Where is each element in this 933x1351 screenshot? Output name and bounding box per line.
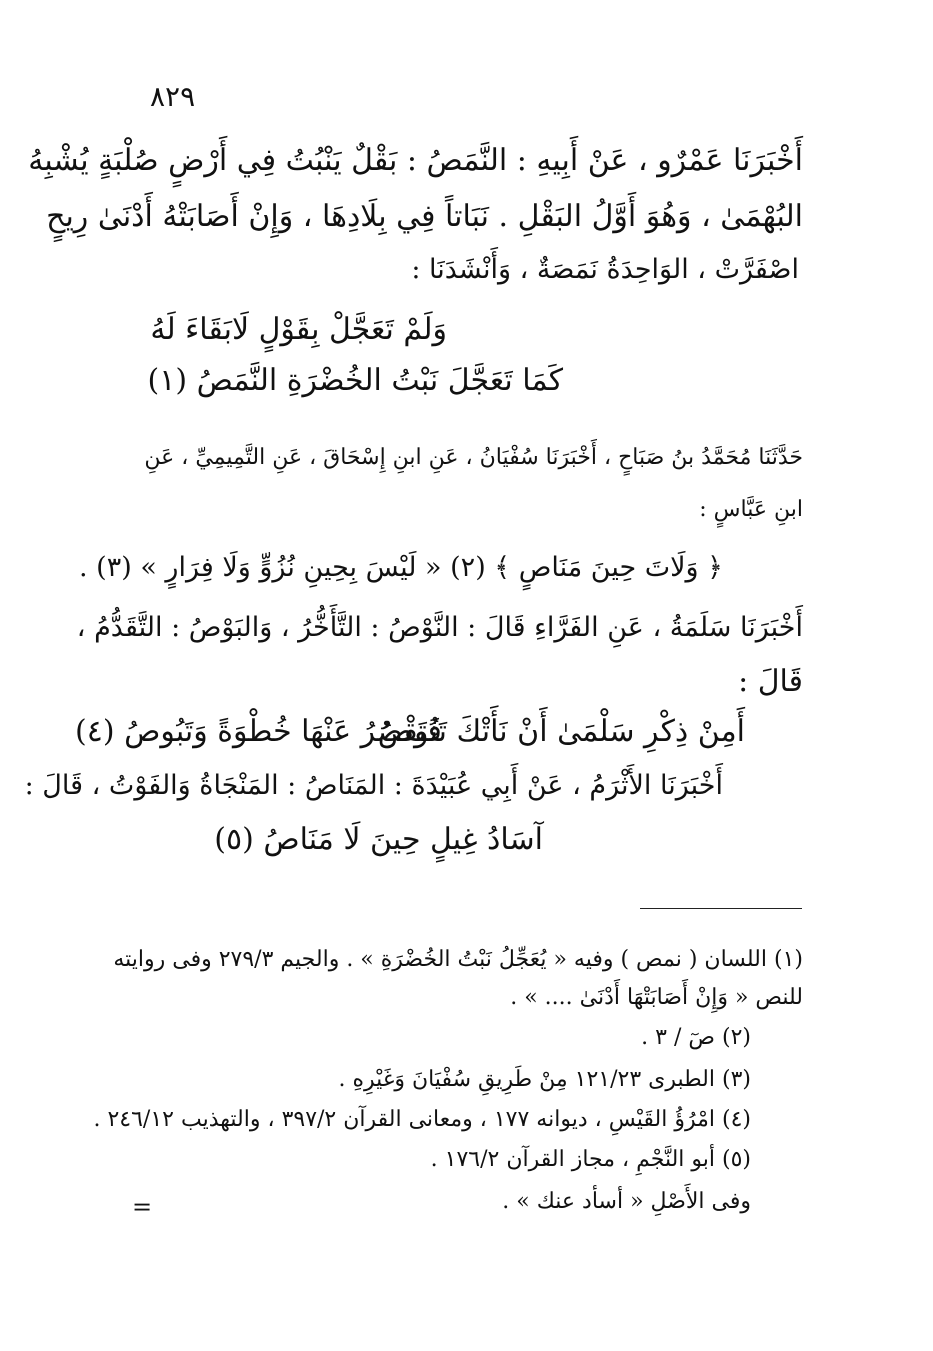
paragraph-1-line-3: اصْفَرَّتْ ، الوَاحِدَةُ نَمَصَةٌ ، وَأَنْشَدَنَا : bbox=[411, 254, 799, 285]
paragraph-3-line-1: أَخْبَرَنَا سَلَمَةُ ، عَنِ الفَرَّاءِ قَالَ : النَّوْصُ : التَّأَخُّرُ ، وَالبَوْصُ : التَّقَدُّمُ ، bbox=[76, 612, 803, 643]
paragraph-3-line-2: قَالَ : bbox=[738, 664, 803, 699]
quran-quote-line: ﴿ وَلَاتَ حِينَ مَنَاصٍ ﴾ (٢) « لَيْسَ بِحِينِ نُزُوٍّ وَلَا فِرَارٍ » (٣) . bbox=[79, 552, 723, 583]
page-number: ٨٢٩ bbox=[150, 80, 196, 113]
footnote-5-note: وفى الأَصْلِ « أسأد عنك » . bbox=[502, 1189, 751, 1214]
footnote-2: (٢) صٓ / ٣ . bbox=[641, 1025, 751, 1050]
paragraph-2-line-1: حَدَّثَنَا مُحَمَّدُ بنُ صَبَاحٍ ، أَخْبَرَنَا سُفْيَانُ ، عَنِ ابنِ إِسْحَاقَ ، عَنِ التَّمِيمِيِّ ، عَنِ bbox=[144, 445, 803, 470]
continuation-mark: = bbox=[132, 1193, 153, 1221]
verse-3-line: آسَادُ غِيلٍ حِينَ لَا مَنَاصُ (٥) bbox=[214, 822, 543, 857]
footnote-5: (٥) أبو النَّجْمِ ، مجاز القرآن ١٧٦/٢ . bbox=[430, 1147, 751, 1172]
footnote-4: (٤) امْرُؤُ القَيْسِ ، ديوانه ١٧٧ ، ومعانى القرآن ٣٩٧/٢ ، والتهذيب ٢٤٦/١٢ . bbox=[93, 1107, 751, 1132]
footnote-1-line-2: للنص « وَإِنْ أَصَابَتْهَا أَدْنَىٰ .... » . bbox=[510, 985, 803, 1010]
paragraph-2-line-2: ابنِ عَبَّاسٍ : bbox=[699, 497, 803, 522]
footnote-1-line-1: (١) اللسان ( نمص ) وفيه « يُعَجِّلُ نَبْتُ الخُضْرَةِ » . والجيم ٢٧٩/٣ وفى روايته bbox=[113, 947, 803, 972]
footnote-3: (٣) الطبرى ١٢١/٢٣ مِنْ طَرِيقِ سُفْيَانَ وَغَيْرِهِ . bbox=[338, 1067, 751, 1092]
paragraph-1-line-1: أَخْبَرَنَا عَمْرٌو ، عَنْ أَبِيهِ : النَّمَصُ : بَقْلٌ يَنْبُتُ فِي أَرْضٍ صُلْبَةٍ يُشْبِهُ bbox=[28, 143, 803, 178]
verse-2-second-hemistich: فَتَقْصُرُ عَنْهَا خُطْوَةً وَتَبُوصُ (٤) bbox=[75, 714, 442, 749]
paragraph-1-line-2: البُهْمَىٰ ، وَهُوَ أَوَّلُ البَقْلِ . نَبَاتاً فِي بِلَادِهَا ، وَإِنْ أَصَابَتْهُ أَدْنَىٰ رِيحٍ bbox=[46, 199, 803, 234]
paragraph-4-line-1: أَخْبَرَنَا الأَثْرَمُ ، عَنْ أَبِي عُبَيْدَةَ : المَنَاصُ : المَنْجَاةُ وَالفَوْتُ ، قَالَ : bbox=[24, 770, 723, 801]
footnote-separator bbox=[640, 908, 802, 909]
verse-2-first-hemistich: أَمِنْ ذِكْرِ سَلْمَىٰ أَنْ نَأَتْكَ تَنُوصُ bbox=[377, 714, 745, 749]
verse-1-line-1: وَلَمْ تَعَجَّلْ بِقَوْلٍ لَابَقَاءَ لَهُ bbox=[150, 312, 447, 347]
verse-1-line-2: كَمَا تَعَجَّلَ نَبْتُ الخُضْرَةِ النَّمَصُ (١) bbox=[147, 363, 563, 398]
